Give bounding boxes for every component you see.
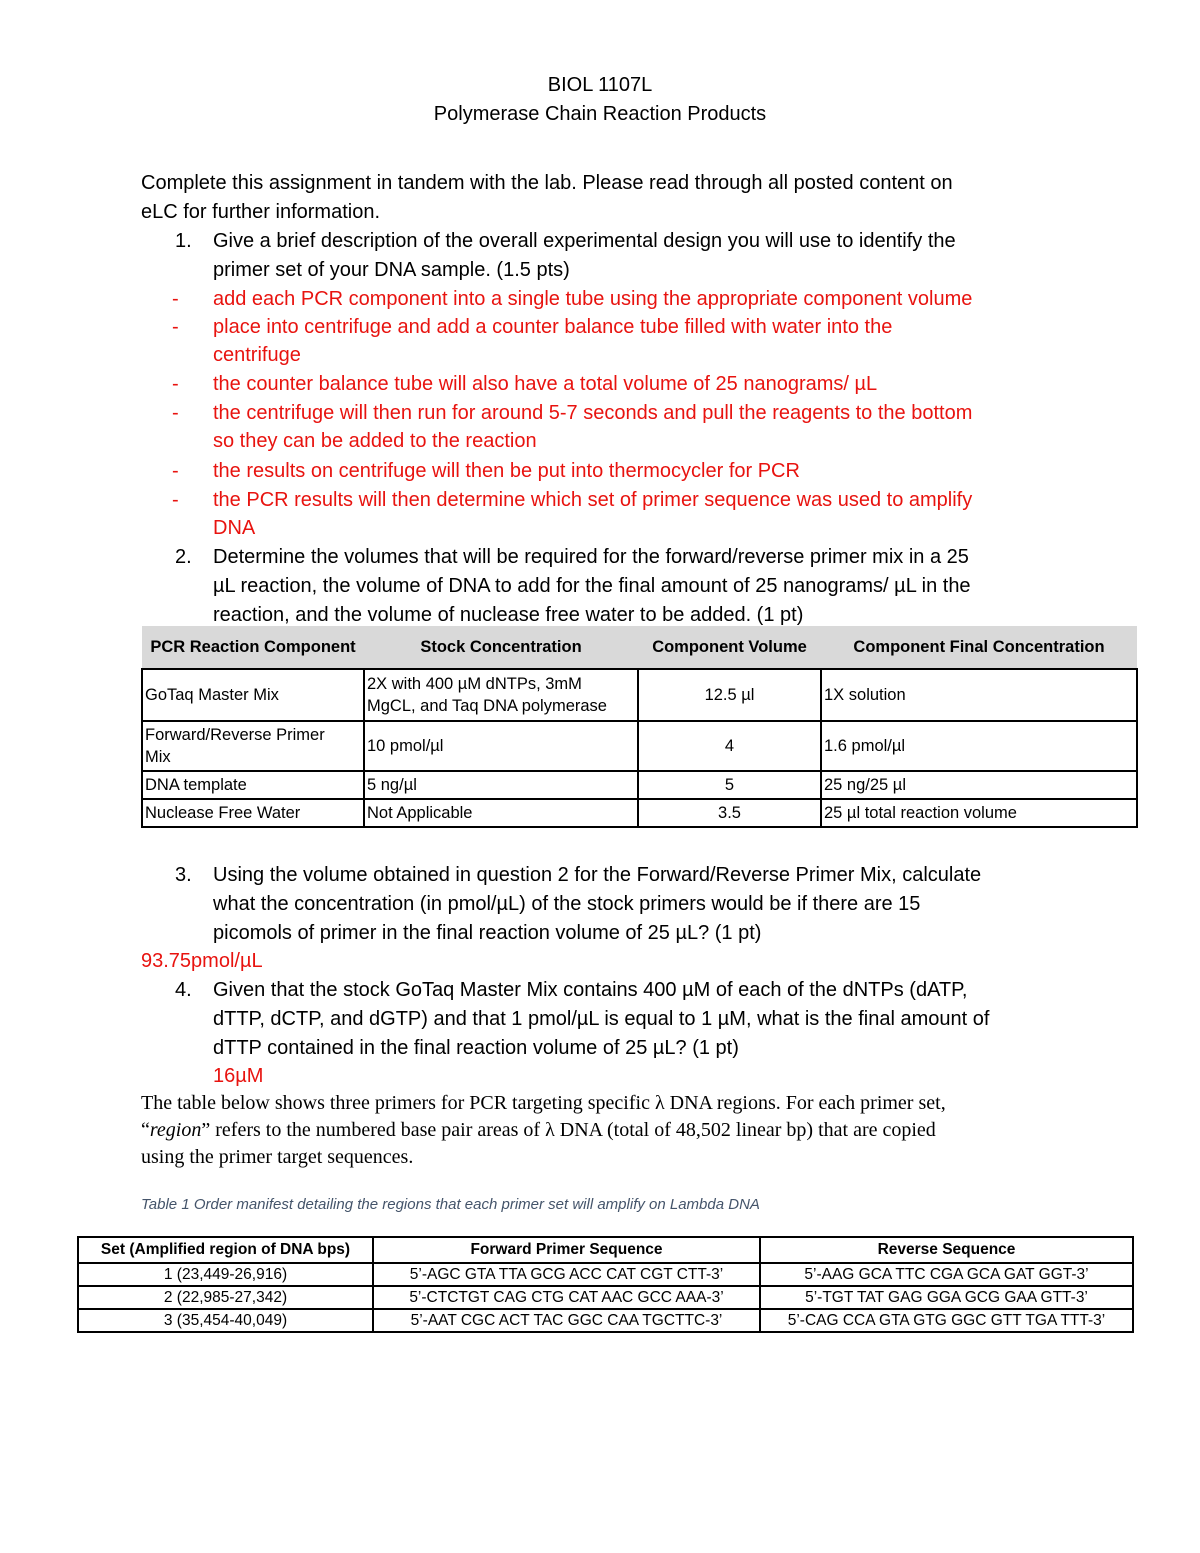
- question-number: 2.: [175, 546, 192, 568]
- table-cell: Forward/Reverse Primer Mix: [142, 721, 364, 771]
- table-cell: 25 µl total reaction volume: [821, 799, 1137, 827]
- column-header: Component Volume: [638, 626, 821, 669]
- column-header: PCR Reaction Component: [142, 626, 364, 669]
- table-cell: 3 (35,454-40,049): [78, 1309, 373, 1332]
- table-row: [142, 721, 1137, 771]
- question-text-line: primer set of your DNA sample. (1.5 pts): [213, 259, 570, 281]
- table-caption: Table 1 Order manifest detailing the regions that each primer set will amplify on Lambda DNA: [141, 1196, 760, 1213]
- table-row: [78, 1286, 1133, 1309]
- table-cell: 5’-AGC GTA TTA GCG ACC CAT CGT CTT-3’: [373, 1263, 760, 1286]
- column-header: Forward Primer Sequence: [373, 1237, 760, 1263]
- table-cell: 1.6 pmol/µl: [821, 721, 1137, 771]
- question-2: 2. Determine the volumes that will be required for the forward/reverse primer mix in a 25 µL reaction, the volume of DNA to add for the final amount of 25 nanograms/ µL in the reaction, and the volume of nuclease free water to be added. (1 pt): [175, 543, 1075, 630]
- table-cell: GoTaq Master Mix: [142, 669, 364, 721]
- column-header: Set (Amplified region of DNA bps): [78, 1237, 373, 1263]
- column-header: Reverse Sequence: [760, 1237, 1133, 1263]
- table-cell: 1 (23,449-26,916): [78, 1263, 373, 1286]
- table-cell: 2X with 400 µM dNTPs, 3mM MgCL, and Taq DNA polymerase: [364, 669, 638, 721]
- table-cell: DNA template: [142, 771, 364, 799]
- course-code: BIOL 1107L: [547, 74, 653, 96]
- table-cell: Not Applicable: [364, 799, 638, 827]
- question-number: 3.: [175, 864, 192, 886]
- table-row: [142, 771, 1137, 799]
- question-4: 4. Given that the stock GoTaq Master Mix contains 400 µM of each of the dNTPs (dATP, dTTP, dCTP, and dGTP) and that 1 pmol/µL is equal to 1 µM, what is the final amount of dTTP contained in the final reaction volume of 25 µL? (1 pt): [175, 976, 1075, 1063]
- table-header-row: [78, 1237, 1133, 1263]
- column-header: Stock Concentration: [364, 626, 638, 669]
- question-number: 1.: [175, 230, 192, 252]
- table-cell: 1X solution: [821, 669, 1137, 721]
- table-cell: 4: [638, 721, 821, 771]
- question-1: [175, 227, 1075, 285]
- question-4-answer: 16µM: [213, 1065, 264, 1087]
- table-row: [142, 799, 1137, 827]
- primer-paragraph-line: “region” refers to the numbered base pair areas of λ DNA (total of 48,502 linear bp) that are copied: [141, 1119, 936, 1141]
- question-text-line: Give a brief description of the overall experimental design you will use to identify the: [213, 230, 956, 252]
- table-cell: 5’-AAG GCA TTC CGA GCA GAT GGT-3’: [760, 1263, 1133, 1286]
- question-3-answer: 93.75pmol/µL: [141, 950, 263, 972]
- pcr-reaction-table: [141, 626, 1138, 828]
- question-number: 4.: [175, 979, 192, 1001]
- intro-line-1: Complete this assignment in tandem with the lab. Please read through all posted content on: [141, 172, 953, 194]
- table-cell: 10 pmol/µl: [364, 721, 638, 771]
- table-cell: Nuclease Free Water: [142, 799, 364, 827]
- question-3: 3. Using the volume obtained in question 2 for the Forward/Reverse Primer Mix, calculate what the concentration (in pmol/µL) of the stock primers would be if there are 15 picomols of primer in the final reaction volume of 25 µL? (1 pt): [175, 861, 1075, 948]
- primer-paragraph-line: The table below shows three primers for PCR targeting specific λ DNA regions. For each primer set,: [141, 1092, 946, 1114]
- table-row: [142, 669, 1137, 721]
- table-cell: 25 ng/25 µl: [821, 771, 1137, 799]
- table-cell: 12.5 µl: [638, 669, 821, 721]
- intro-line-2: eLC for further information.: [141, 201, 380, 223]
- table-row: [78, 1309, 1133, 1332]
- primer-table: [77, 1236, 1134, 1333]
- table-cell: 2 (22,985-27,342): [78, 1286, 373, 1309]
- document-page: BIOL 1107L Polymerase Chain Reaction Products Complete this assignment in tandem with the lab. Please read through all posted content on eLC for further information. 1. Give a brief description of the overall experimental design you will use to identify the primer set of your DNA sample. (1.5 pts) - add each PCR component into a single tube using the appropriate component volume - place into centrifuge and add a counter balance tube filled with water into the centrifuge - the counter balance tube will also have a total volume of 25 nanograms/ µL - the centrifuge will then run for around 5-7 seconds and pull the reagents to the bottom so they can be added to the reaction - the results on centrifuge will then be put into thermocycler for PCR - the PCR results will then determine which set of primer sequence was used to amplify DNA 2. Determine the volumes that will be required for the forward/reverse primer mix in a 25 µL reaction, the volume of DNA to add for the final amount of 25 nanograms/ µL in the reaction, and the volume of nuclease free water to be added. (1 pt) PCR Reaction Component Stock Concentration Component Volume Component Final Concentration GoTaq Master Mix 2X with 400 µM dNTPs, 3mM MgCL, and Taq DNA polymerase 12.5 µl 1X solution Forward/Reverse Primer Mix 10 pmol/µl 4 1.6 pmol/µl DNA template 5 ng/µl 5 25 ng/25 µl Nuclease Free Water Not Applicable 3.5 25 µl total reaction volume 3. Using the volume obtained in question 2 for the Forward/Reverse Primer Mix, calculate what the concentration (in pmol/µL) of the stock primers would be if there are 15 picomols of primer in the final reaction volume of 25 µL? (1 pt) 93.75pmol/µL 4. Given that the stock GoTaq Master Mix contains 400 µM of each of the dNTPs (dATP, dTTP, dCTP, and dGTP) and that 1 pmol/µL is equal to 1 µM, what is the final amount of dTTP contained in the final reaction volume of 25 µL? (1 pt) 16µM The table below shows three primers for PCR targeting specific λ DNA regions. For each primer set, “region” refers to the numbered base pair areas of λ DNA (total of 48,502 linear bp) that are copied using the primer target sequences. Table 1 Order manifest detailing the regions that each primer set will amplify on Lambda DNA Set (Amplified region of DNA bps) Forward Primer Sequence Reverse Sequence 1 (23,449-26,916) 5’-AGC GTA TTA GCG ACC CAT CGT CTT-3’ 5’-AAG GCA TTC CGA GCA GAT GGT-3’ 2 (22,985-27,342) 5’-CTCTGT CAG CTG CAT AAC GCC AAA-3’ 5’-TGT TAT GAG GGA GCG GAA GTT-3’ 3 (35,454-40,049) 5’-AAT CGC ACT TAC GGC CAA TGCTTC-3’ 5’-CAG CCA GTA GTG GGC GTT TGA TTT-3’: [0, 0, 1200, 1553]
- column-header: Component Final Concentration: [821, 626, 1137, 669]
- table-cell: 5’-AAT CGC ACT TAC GGC CAA TGCTTC-3’: [373, 1309, 760, 1332]
- primer-paragraph-line: using the primer target sequences.: [141, 1146, 414, 1168]
- table-cell: 5’-CAG CCA GTA GTG GGC GTT TGA TTT-3’: [760, 1309, 1133, 1332]
- table-row: [78, 1263, 1133, 1286]
- table-cell: 5: [638, 771, 821, 799]
- table-cell: 5 ng/µl: [364, 771, 638, 799]
- table-header-row: [142, 626, 1137, 669]
- document-title: Polymerase Chain Reaction Products: [433, 103, 767, 125]
- table-cell: 3.5: [638, 799, 821, 827]
- table-cell: 5’-CTCTGT CAG CTG CAT AAC GCC AAA-3’: [373, 1286, 760, 1309]
- table-cell: 5’-TGT TAT GAG GGA GCG GAA GTT-3’: [760, 1286, 1133, 1309]
